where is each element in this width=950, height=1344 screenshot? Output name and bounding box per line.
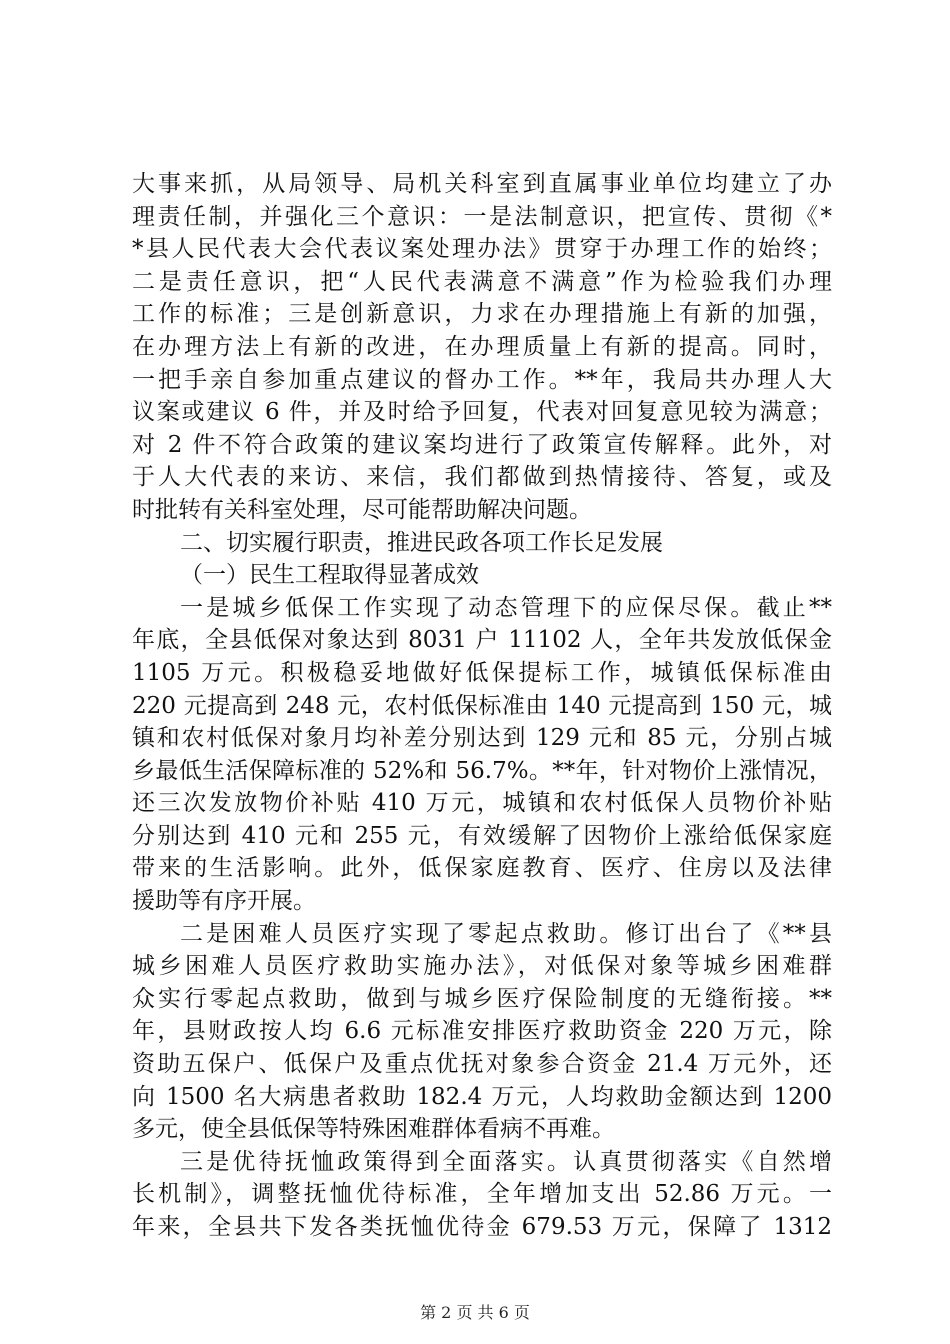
subsection-heading: （一）民生工程取得显著成效 [180, 562, 479, 589]
text-line: 乡最低生活保障标准的 52%和 56.7%。**年，针对物价上涨情况， [132, 757, 832, 784]
text-line: 资助五保户、低保户及重点优抚对象参合资金 21.4 万元外，还 [132, 1051, 832, 1078]
text-line: 年，县财政按人均 6.6 元标准安排医疗救助资金 220 万元，除 [132, 1018, 832, 1045]
text-line: 三是优待抚恤政策得到全面落实。认真贯彻落实《自然增 [180, 1148, 832, 1175]
text-line: 分别达到 410 元和 255 元，有效缓解了因物价上涨给低保家庭 [132, 822, 832, 849]
text-line: 多元，使全县低保等特殊困难群体看病不再难。 [132, 1116, 615, 1143]
body-text [132, 168, 832, 1244]
text-line: 年来，全县共下发各类抚恤优待金 679.53 万元，保障了 1312 [132, 1214, 832, 1240]
text-line: 向 1500 名大病患者救助 182.4 万元，人均救助金额达到 1200 [132, 1083, 832, 1110]
text-line: *县人民代表大会代表议案处理办法》贯穿于办理工作的始终； [132, 236, 832, 263]
text-line: 大事来抓，从局领导、局机关科室到直属事业单位均建立了办 [132, 171, 832, 197]
text-line: 众实行零起点救助，做到与城乡医疗保险制度的无缝衔接。** [132, 985, 832, 1012]
text-line: 220 元提高到 248 元，农村低保标准由 140 元提高到 150 元，城 [132, 692, 832, 719]
text-line: 对 2 件不符合政策的建议案均进行了政策宣传解释。此外，对 [132, 431, 832, 458]
text-line: 城乡困难人员医疗救助实施办法》，对低保对象等城乡困难群 [132, 953, 832, 980]
text-line: 时批转有关科室处理，尽可能帮助解决问题。 [132, 496, 592, 523]
page-footer: 第 2 页 共 6 页 [420, 1303, 530, 1322]
text-line: 二是困难人员医疗实现了零起点救助。修订出台了《**县 [180, 920, 832, 947]
text-line: 镇和农村低保对象月均补差分别达到 129 元和 85 元，分别占城 [132, 725, 832, 752]
text-line: 1105 万元。积极稳妥地做好低保提标工作，城镇低保标准由 [132, 659, 832, 686]
section-heading: 二、切实履行职责，推进民政各项工作长足发展 [180, 529, 663, 556]
text-line: 一是城乡低保工作实现了动态管理下的应保尽保。截止** [180, 594, 832, 621]
text-line: 一把手亲自参加重点建议的督办工作。**年，我局共办理人大 [132, 366, 832, 393]
text-line: 援助等有序开展。 [132, 888, 316, 915]
text-line: 带来的生活影响。此外，低保家庭教育、医疗、住房以及法律 [132, 855, 832, 882]
text-line: 长机制》，调整抚恤优待标准，全年增加支出 52.86 万元。一 [132, 1181, 832, 1208]
text-line: 还三次发放物价补贴 410 万元，城镇和农村低保人员物价补贴 [132, 790, 832, 817]
text-line: 在办理方法上有新的改进，在办理质量上有新的提高。同时， [132, 333, 832, 360]
text-line: 于人大代表的来访、来信，我们都做到热情接待、答复，或及 [132, 464, 832, 491]
text-line: 理责任制，并强化三个意识：一是法制意识，把宣传、贯彻《* [132, 203, 832, 230]
text-line: 工作的标准；三是创新意识，力求在办理措施上有新的加强， [132, 301, 832, 328]
text-line: 年底，全县低保对象达到 8031 户 11102 人，全年共发放低保金 [132, 627, 832, 654]
text-line: 二是责任意识，把“人民代表满意不满意”作为检验我们办理 [132, 268, 832, 295]
text-line: 议案或建议 6 件，并及时给予回复，代表对回复意见较为满意； [132, 399, 832, 426]
